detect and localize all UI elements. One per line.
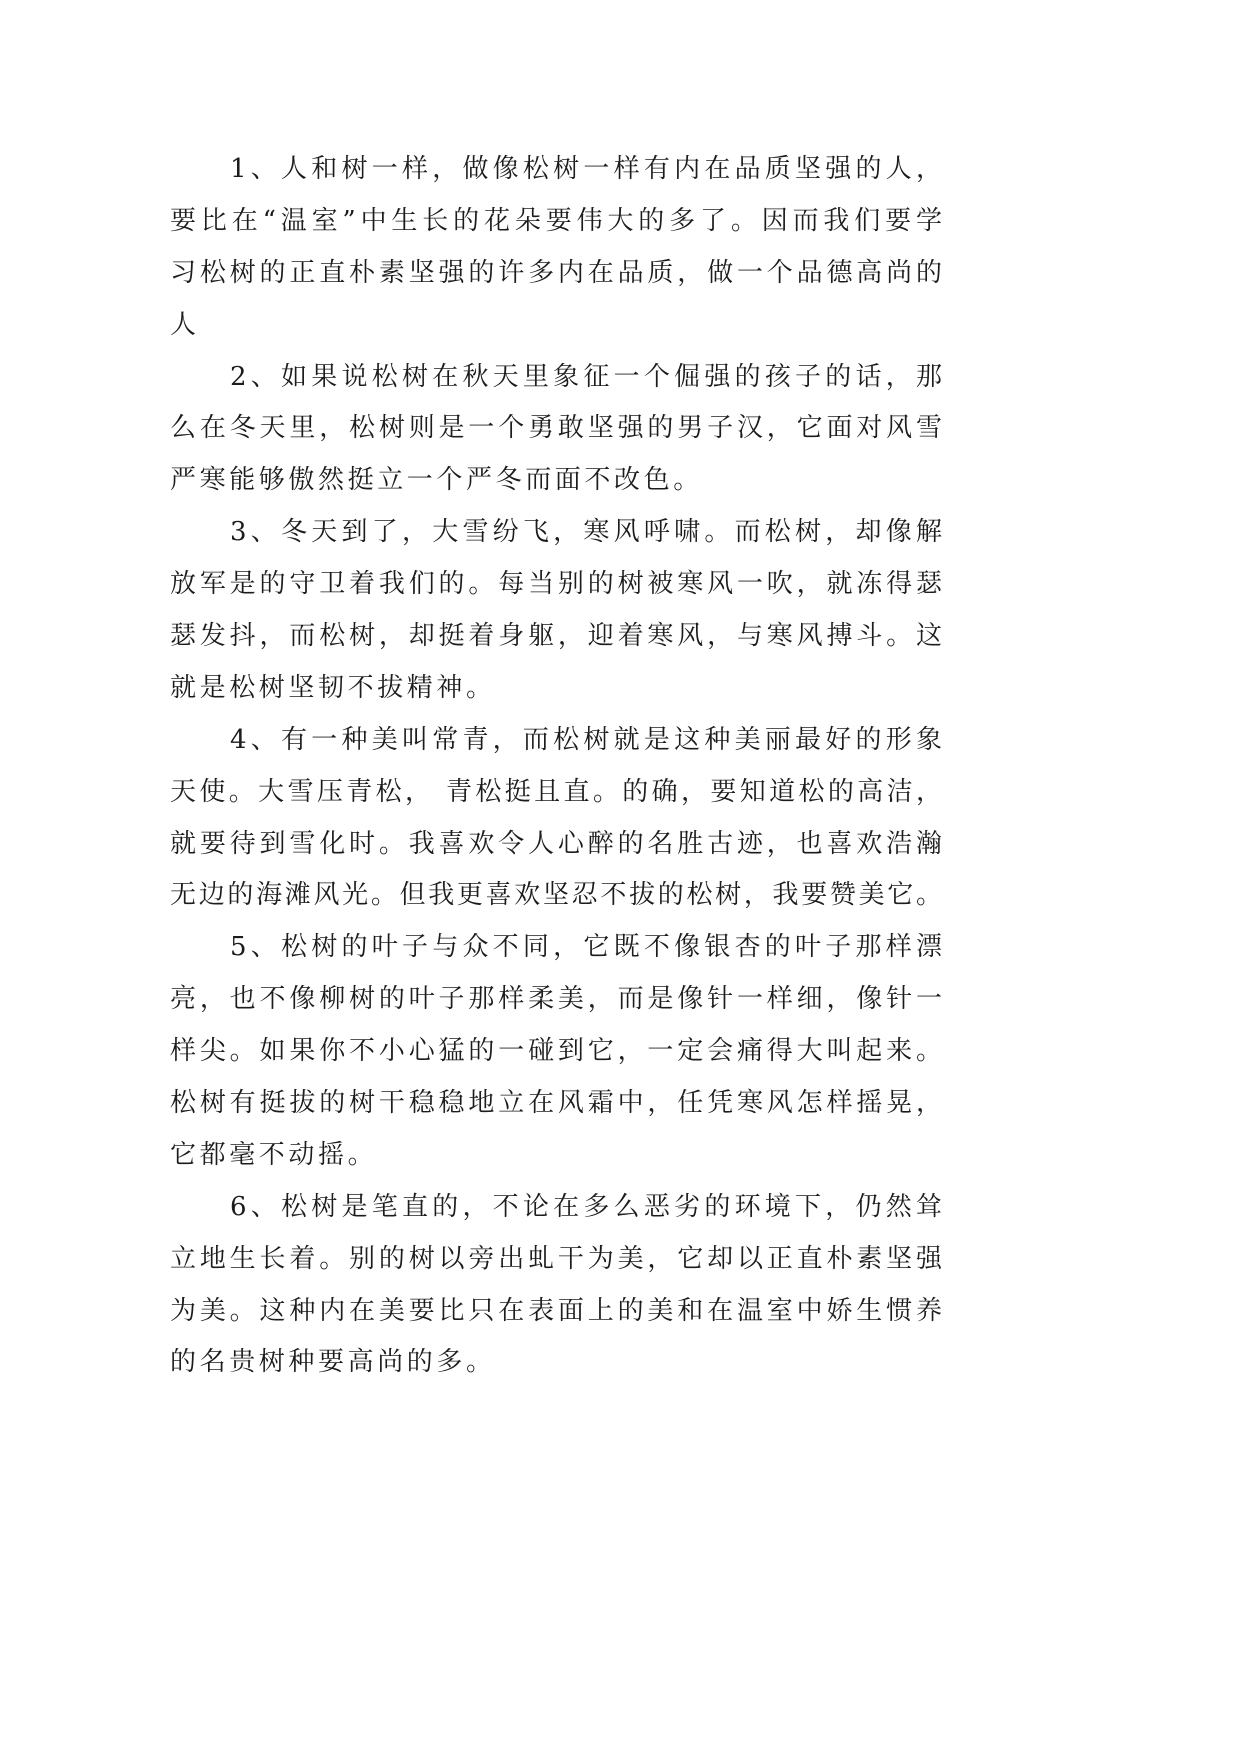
paragraph-line: 习松树的正直朴素坚强的许多内在品质，做一个品德高尚的: [170, 257, 942, 288]
paragraph-line: 6、松树是笔直的，不论在多么恶劣的环境下，仍然耸: [230, 1191, 942, 1222]
paragraph-line: 么在冬天里，松树则是一个勇敢坚强的男子汉，它面对风雪: [170, 413, 942, 444]
paragraph-line: 1、人和树一样，做像松树一样有内在品质坚强的人，: [230, 154, 942, 184]
paragraph-line: 2、如果说松树在秋天里象征一个倔强的孩子的话，那: [230, 361, 942, 392]
paragraph-line: 4、有一种美叫常青，而松树就是这种美丽最好的形象: [230, 724, 942, 755]
paragraph-line: 就是松树坚韧不拔精神。: [170, 672, 496, 703]
paragraph-line: 严寒能够傲然挺立一个严冬而面不改色。: [170, 465, 703, 496]
paragraph-3: [170, 507, 942, 715]
paragraph-line: 放军是的守卫着我们的。每当别的树被寒风一吹，就冻得瑟: [170, 569, 942, 600]
document-body: [170, 144, 942, 1389]
paragraph-line: 亮，也不像柳树的叶子那样柔美，而是像针一样细，像针一: [170, 984, 942, 1015]
paragraph-line: 要比在“温室”中生长的花朵要伟大的多了。因而我们要学: [170, 205, 942, 236]
paragraph-line: 瑟发抖，而松树，却挺着身躯，迎着寒风，与寒风搏斗。这: [170, 621, 942, 652]
paragraph-line: 3、冬天到了，大雪纷飞，寒风呼啸。而松树，却像解: [230, 517, 942, 548]
paragraph-line: 人: [170, 309, 200, 340]
paragraph-4: [170, 715, 942, 923]
paragraph-line: 它都毫不动摇。: [170, 1139, 378, 1170]
paragraph-1: [170, 144, 942, 352]
paragraph-6: [170, 1182, 942, 1390]
paragraph-line: 天使。大雪压青松， 青松挺且直。的确，要知道松的高洁，: [170, 776, 942, 807]
paragraph-line: 的名贵树种要高尚的多。: [170, 1347, 496, 1378]
paragraph-5: [170, 922, 942, 1181]
paragraph-line: 为美。这种内在美要比只在表面上的美和在温室中娇生惯养: [170, 1295, 942, 1326]
paragraph-line: 无边的海滩风光。但我更喜欢坚忍不拔的松树，我要赞美它。: [170, 880, 942, 911]
paragraph-line: 松树有挺拔的树干稳稳地立在风霜中，任凭寒风怎样摇晃，: [170, 1088, 942, 1119]
paragraph-2: [170, 352, 942, 508]
paragraph-line: 5、松树的叶子与众不同，它既不像银杏的叶子那样漂: [230, 932, 942, 963]
paragraph-line: 样尖。如果你不小心猛的一碰到它，一定会痛得大叫起来。: [170, 1036, 942, 1067]
paragraph-line: 立地生长着。别的树以旁出虬干为美，它却以正直朴素坚强: [170, 1243, 942, 1274]
paragraph-line: 就要待到雪化时。我喜欢令人心醉的名胜古迹，也喜欢浩瀚: [170, 828, 942, 859]
